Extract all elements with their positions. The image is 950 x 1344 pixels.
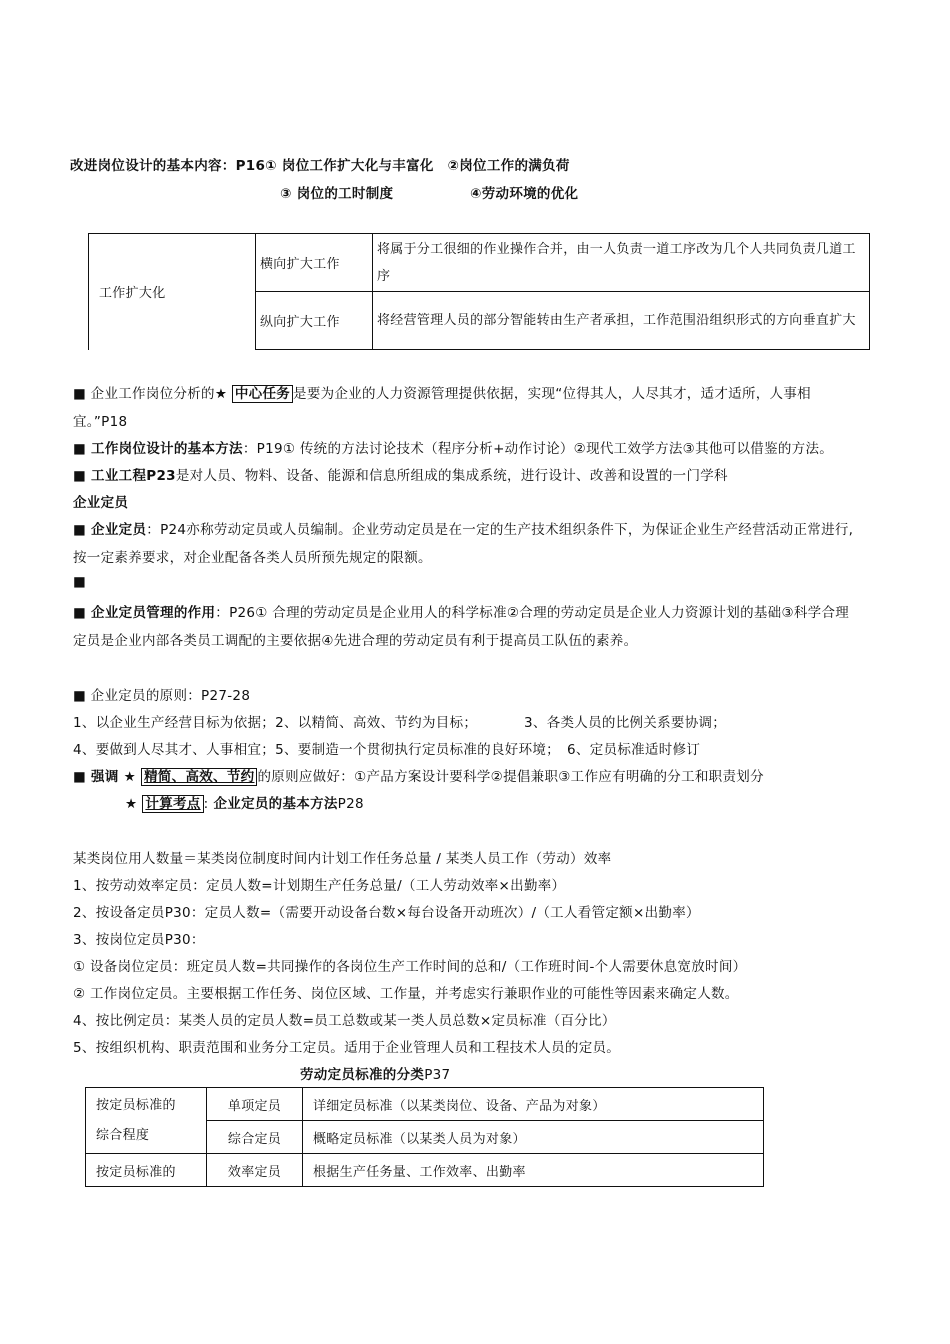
ie-bold: ■ 工业工程P23 [73,468,176,484]
heading-line-2a: ③ 岗位的工时制度 [280,186,394,202]
work-enlargement-table [88,233,870,350]
empty-bullet: ■ [73,574,87,590]
heading-line-2b: ④劳动环境的优化 [470,186,579,202]
staffing-bold: ■ 企业定员 [73,522,147,538]
paragraph-industrial-engineering [73,464,728,484]
method-3: 3、按岗位定员P30： [73,932,205,948]
staffing-standard-table [85,1087,764,1187]
paragraph-design-methods [73,437,833,457]
formula-line: 某类岗位用人数量＝某类岗位制度时间内计划工作任务总量 / 某类人员工作（劳动）效率 [73,851,612,867]
stress-prefix: ■ 强调 ★ [73,769,142,785]
type-cell: 综合定员 [207,1121,303,1154]
ie-rest: 是对人员、物料、设备、能源和信息所组成的集成系统，进行设计、改善和设置的一门学科 [175,468,728,484]
method-3a: ① 设备岗位定员：班定员人数=共同操作的各岗位生产工作时间的总和/（工作班时间-个人需要休息宽放时间） [73,959,747,975]
calc-line [125,792,364,812]
method-2: 2、按设备定员P30：定员人数=（需要开动设备台数×每台设备开动班次）/（工人看管定额×出勤率） [73,905,700,921]
method-3b: ② 工作岗位定员。主要根据工作任务、岗位区域、工作量，并考虑实行兼职作业的可能性等因素来确定人数。 [73,986,739,1002]
desc-cell: 概略定员标准（以某类人员为对象） [303,1121,764,1154]
desc-cell: 将经营管理人员的部分智能转由生产者承担，工作范围沿组织形式的方向垂直扩大 [373,292,870,350]
principles-line-1a: 1、以企业生产经营目标为依据；2、以精简、高效、节约为目标； [73,715,478,731]
table-row [86,1088,764,1121]
type-cell: 纵向扩大工作 [256,292,373,350]
method-4: 4、按比例定员：某类人员的定员人数=员工总数或某一类人员总数×定员标准（百分比） [73,1013,616,1029]
table2-title [300,1063,450,1083]
desc-cell: 将属于分工很细的作业操作合并，由一人负责一道工序改为几个人共同负责几道工序 [373,234,870,292]
table-row [89,234,870,292]
staffing-line-2: 按一定素养要求，对企业配备各类人员所预先规定的限额。 [73,550,432,566]
core-task-line-2: 宜。”P18 [73,414,128,430]
type-cell: 效率定员 [207,1154,303,1187]
principles-line-1b: 3、各类人员的比例关系要协调； [524,715,727,731]
calc-colon: : [203,796,209,812]
table2-title-bold: 劳动定员标准的分类 [300,1067,425,1083]
table-row [86,1154,764,1187]
core-task-prefix: ■ 企业工作岗位分析的★ [73,386,232,402]
calc-rest: 企业定员的基本方法 [208,796,338,812]
core-task-boxed: 中心任务 [232,385,293,403]
principles-title: ■ 企业定员的原则：P27-28 [73,688,251,704]
section-title: 企业定员 [73,495,129,511]
calc-boxed: 计算考点 [142,795,203,813]
method-1: 1、按劳动效率定员：定员人数=计划期生产任务总量/（工人劳动效率×出勤率） [73,878,566,894]
group-cell: 按定员标准的 [86,1154,207,1187]
design-methods-bold: ■ 工作岗位设计的基本方法 [73,441,243,457]
table2-title-page: P37 [424,1067,451,1083]
principles-line-2: 4、要做到人尽其才、人事相宜；5、要制造一个贯彻执行定员标准的良好环境； 6、定员标准适时修订 [73,742,701,758]
paragraph-staffing-role [73,601,849,621]
staffing-role-line-2: 定员是企业内部各类员工调配的主要依据④先进合理的劳动定员有利于提高员工队伍的素养。 [73,633,638,649]
desc-cell: 根据生产任务量、工作效率、出勤率 [303,1154,764,1187]
calc-star: ★ [125,796,143,812]
method-5: 5、按组织机构、职责范围和业务分工定员。适用于企业管理人员和工程技术人员的定员。 [73,1040,621,1056]
staffing-role-bold: ■ 企业定员管理的作用 [73,605,216,621]
group-cell: 工作扩大化 [89,234,256,350]
core-task-rest: 是要为企业的人力资源管理提供依据，实现“位得其人，人尽其才，适才适所，人事相 [293,386,811,402]
type-cell: 横向扩大工作 [256,234,373,292]
stress-boxed: 精简、高效、节约 [141,768,257,786]
staffing-role-rest: ：P26① 合理的劳动定员是企业用人的科学标准②合理的劳动定员是企业人力资源计划的基础③科学合理 [215,605,850,621]
calc-page: P28 [337,796,364,812]
group-cell [86,1088,207,1154]
principles-stress [73,765,764,785]
paragraph-core-task [73,382,811,402]
type-cell: 单项定员 [207,1088,303,1121]
heading-line-1: 改进岗位设计的基本内容：P16① 岗位工作扩大化与丰富化 ②岗位工作的满负荷 [70,158,570,174]
group-line-2: 综合程度 [96,1127,150,1143]
staffing-rest: ：P24亦称劳动定员或人员编制。企业劳动定员是在一定的生产技术组织条件下，为保证企业生产经营活动正常进行, [146,522,854,538]
stress-rest: 的原则应做好：①产品方案设计要科学②提倡兼职③工作应有明确的分工和职责划分 [257,769,764,785]
design-methods-rest: ：P19① 传统的方法讨论技术（程序分析+动作讨论）②现代工效学方法③其他可以借鉴的方法。 [242,441,834,457]
desc-cell: 详细定员标准（以某类岗位、设备、产品为对象） [303,1088,764,1121]
paragraph-staffing [73,518,853,538]
group-line-1: 按定员标准的 [96,1097,176,1113]
